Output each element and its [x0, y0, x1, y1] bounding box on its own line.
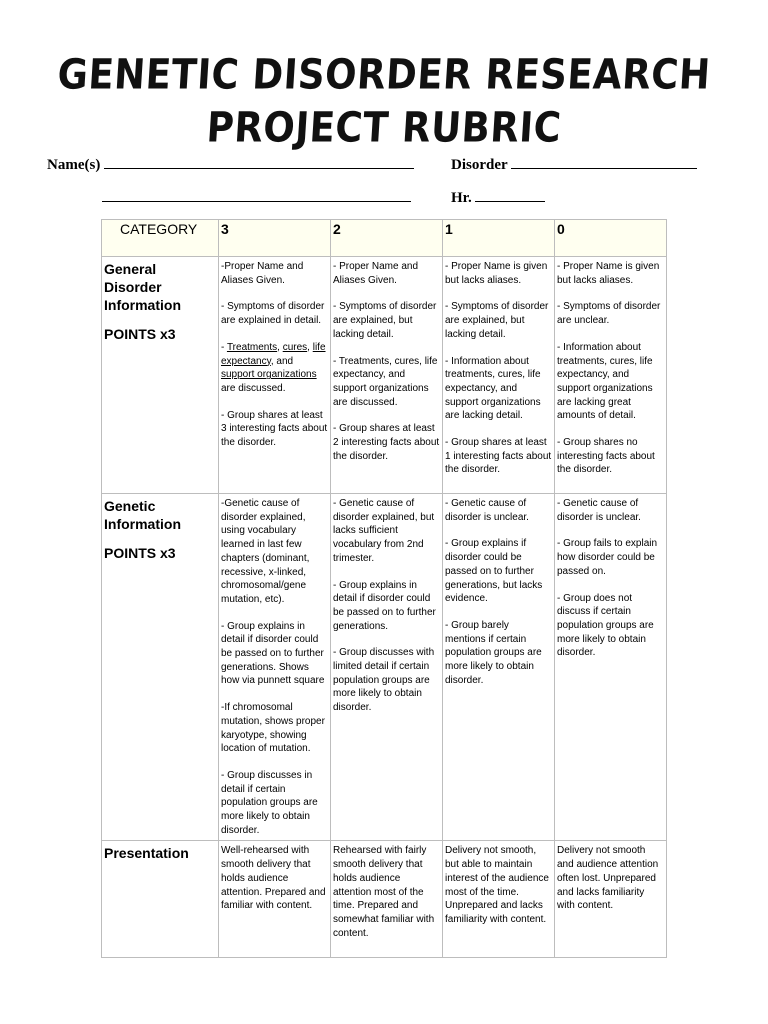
link-treatments[interactable]: Treatments	[226, 341, 278, 353]
header-score-1: 1	[443, 220, 555, 257]
disorder-field[interactable]	[451, 156, 697, 174]
general-3-p3-comma1: ,	[277, 341, 283, 353]
general-3-p3-comma2: ,	[307, 341, 313, 353]
names-label: Name(s)	[47, 157, 101, 173]
general-2-p1: - Proper Name and Aliases Given.	[333, 261, 419, 286]
link-life-expectancy[interactable]: life expectancy	[221, 341, 326, 367]
general-3-p3	[221, 341, 328, 396]
cell-presentation-3: Well-rehearsed with smooth delivery that holds audience attention. Prepared and familiar with content.	[219, 841, 331, 958]
general-1-p2: - Symptoms of disorder are explained, but lacking detail.	[445, 301, 549, 340]
hour-label: Hr.	[451, 190, 472, 206]
cell-presentation-2: Rehearsed with fairly smooth delivery that holds audience attention most of the time. Prepared and somewhat familiar with content.	[331, 841, 443, 958]
general-3-p3-and: , and	[270, 355, 294, 367]
disorder-blank[interactable]	[511, 156, 697, 169]
names-field-line-2[interactable]	[102, 189, 411, 207]
table-row-presentation	[102, 841, 667, 958]
genetic-0-p1: - Genetic cause of disorder is unclear.	[557, 498, 641, 523]
genetic-0-p3: - Group does not discuss if certain population groups are more likely to obtain disorder.	[557, 592, 654, 659]
cell-genetic-2	[331, 494, 443, 841]
category-points-genetic: POINTS x3	[104, 545, 176, 561]
genetic-3-p2: - Group explains in detail if disorder could be passed on to further generations. Shows how via punnett square	[221, 620, 325, 687]
genetic-3-p4: - Group discusses in detail if certain population groups are more likely to obtain disorder.	[221, 769, 318, 836]
header-score-0: 0	[555, 220, 667, 257]
cell-genetic-1	[443, 494, 555, 841]
link-cures[interactable]: cures	[282, 341, 308, 353]
genetic-1-p2: - Group explains if disorder could be passed on to further generations, but lacks evidence.	[445, 538, 543, 605]
genetic-3-p3: -If chromosomal mutation, shows proper karyotype, showing location of mutation.	[221, 702, 325, 755]
genetic-1-p3: - Group barely mentions if certain population groups are more likely to obtain disorder.	[445, 619, 542, 686]
category-cell-presentation	[102, 841, 219, 958]
link-support-organizations[interactable]: support organizations	[221, 369, 317, 381]
general-0-p4: - Group shares no interesting facts about the disorder.	[557, 437, 655, 476]
general-0-p2: - Symptoms of disorder are unclear.	[557, 301, 661, 327]
category-name-general: General Disorder Information	[104, 261, 181, 313]
general-2-p4: - Group shares at least 2 interesting facts about the disorder.	[333, 423, 440, 462]
general-1-p3: - Information about treatments, cures, life expectancy, and support organizations are lacking detail.	[445, 355, 541, 422]
rubric-table	[101, 219, 667, 958]
cell-general-0	[555, 257, 667, 494]
page-title-line-2: PROJECT RUBRIC	[205, 103, 563, 152]
cell-general-3	[219, 257, 331, 494]
category-points-general: POINTS x3	[104, 326, 176, 342]
table-row-general-disorder	[102, 257, 667, 494]
general-2-p3: - Treatments, cures, life expectancy, and support organizations are discussed.	[333, 355, 438, 408]
general-1-p4: - Group shares at least 1 interesting facts about the disorder.	[445, 437, 552, 476]
general-3-p3-post: are discussed.	[221, 382, 286, 394]
cell-presentation-1: Delivery not smooth, but able to maintain interest of the audience most of the time. Unprepared and lacks familiarity with content.	[443, 841, 555, 958]
header-row	[102, 220, 667, 257]
general-3-p4: - Group shares at least 3 interesting facts about the disorder.	[221, 409, 328, 449]
cell-general-2	[331, 257, 443, 494]
header-category: CATEGORY	[102, 220, 219, 257]
hour-blank[interactable]	[475, 189, 545, 202]
genetic-0-p2: - Group fails to explain how disorder could be passed on.	[557, 538, 658, 577]
genetic-2-p3: - Group discusses with limited detail if certain population groups are more likely to obtain disorder.	[333, 647, 435, 714]
cell-genetic-3	[219, 494, 331, 841]
hour-field[interactable]	[451, 189, 545, 207]
cell-genetic-0	[555, 494, 667, 841]
genetic-1-p1: - Genetic cause of disorder is unclear.	[445, 498, 529, 523]
general-2-p2: - Symptoms of disorder are explained, but lacking detail.	[333, 301, 437, 340]
names-field[interactable]	[47, 156, 414, 174]
category-name-presentation: Presentation	[104, 845, 189, 862]
cell-presentation-0: Delivery not smooth and audience attention often lost. Unprepared and lacks familiarity with content.	[555, 841, 667, 958]
category-cell-genetic	[102, 494, 219, 841]
disorder-label: Disorder	[451, 157, 508, 173]
genetic-3-p1: -Genetic cause of disorder explained, using vocabulary learned in last few chapters (dominant, recessive, x-linked, chromosomal/gene mutation, etc).	[221, 498, 310, 605]
general-0-p3: - Information about treatments, cures, life expectancy, and support organizations are lacking great amounts of detail.	[557, 341, 653, 422]
page-title-line-1: GENETIC DISORDER RESEARCH	[56, 50, 712, 99]
table-row-genetic-information	[102, 494, 667, 841]
cell-general-1	[443, 257, 555, 494]
category-name-genetic: Genetic Information	[104, 498, 181, 532]
names-blank[interactable]	[104, 156, 414, 169]
general-3-p3-pre: -	[221, 341, 227, 353]
header-score-3: 3	[219, 220, 331, 257]
general-0-p1: - Proper Name is given but lacks aliases.	[557, 261, 660, 286]
names-blank-2[interactable]	[102, 189, 411, 202]
genetic-2-p2: - Group explains in detail if disorder could be passed on to further generations.	[333, 579, 436, 632]
category-cell-general	[102, 257, 219, 494]
header-score-2: 2	[331, 220, 443, 257]
general-1-p1: - Proper Name is given but lacks aliases.	[445, 261, 548, 286]
general-3-p2: - Symptoms of disorder are explained in detail.	[221, 301, 325, 327]
genetic-2-p1: - Genetic cause of disorder explained, but lacks sufficient vocabulary from 2nd trimester.	[333, 498, 435, 564]
general-3-p1: -Proper Name and Aliases Given.	[221, 261, 304, 286]
